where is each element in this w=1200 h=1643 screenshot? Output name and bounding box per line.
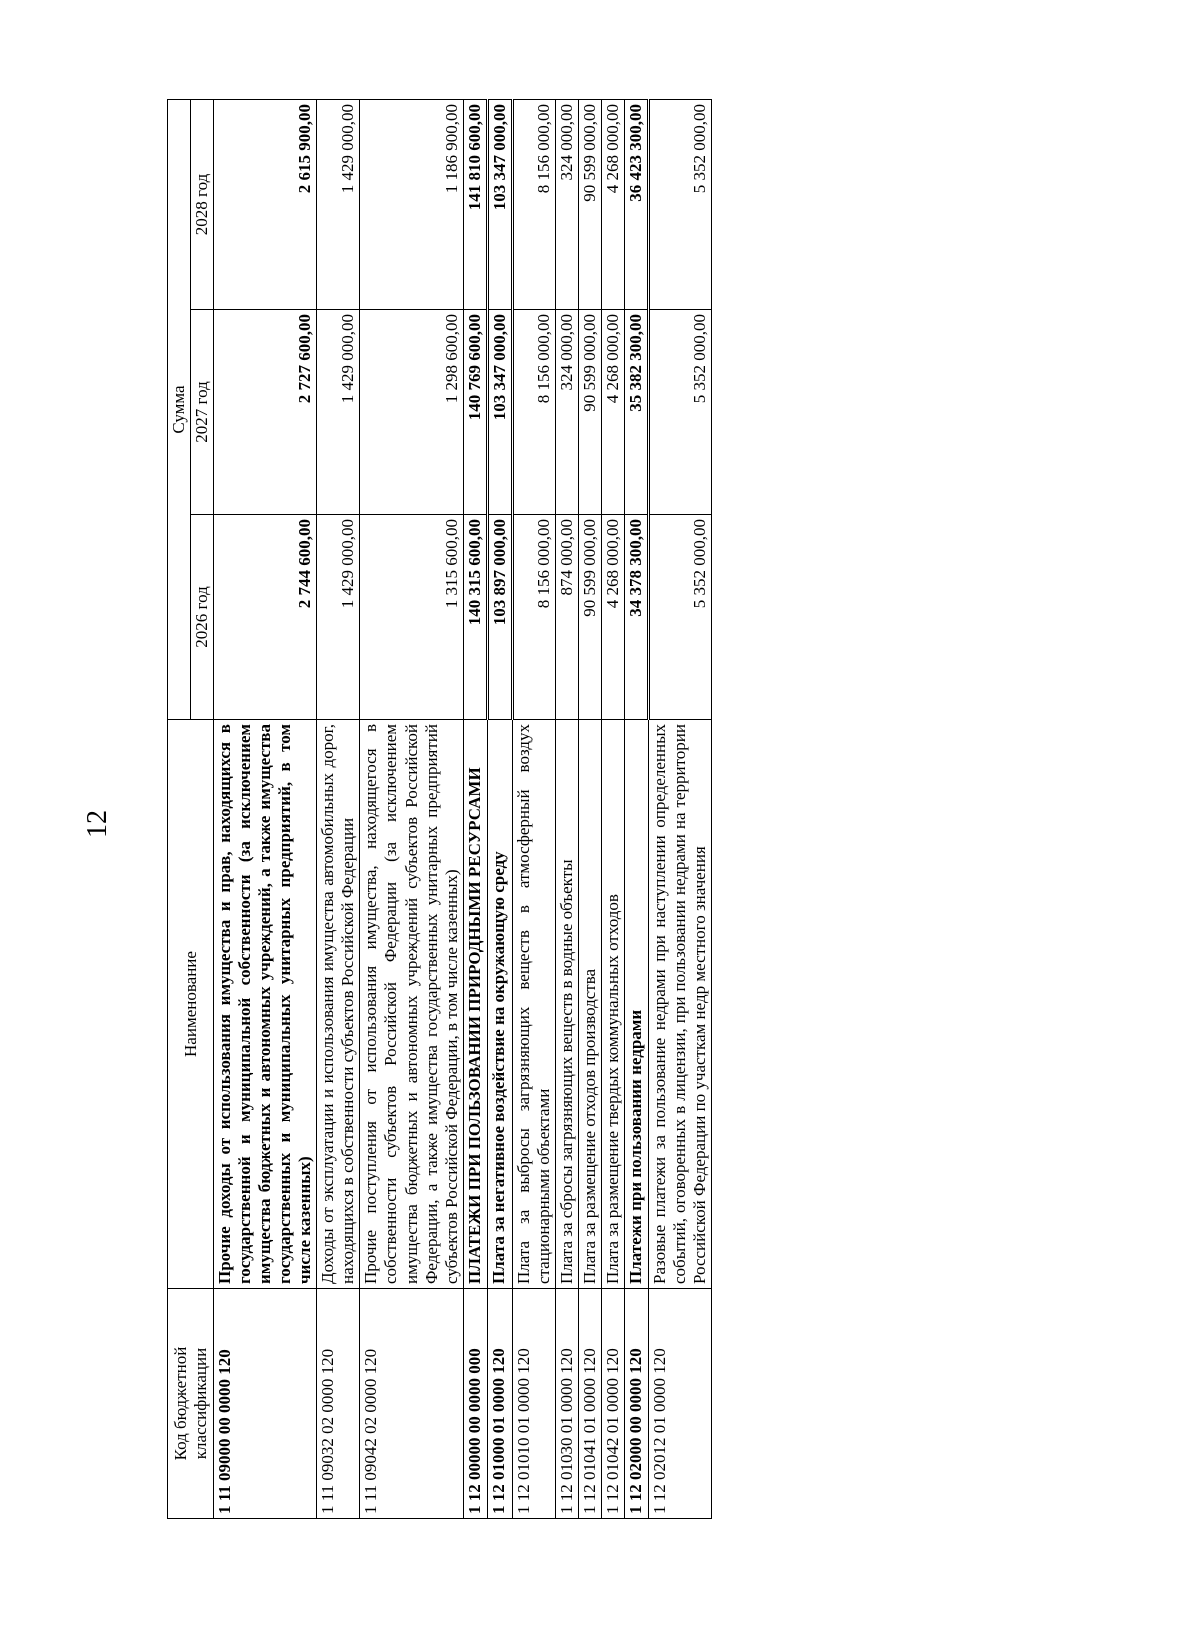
table-row: [649, 100, 712, 1519]
row-value-2026: 8 156 000,00: [512, 515, 555, 720]
table-body: [214, 100, 712, 1519]
header-year-2028: 2028 год: [191, 100, 214, 310]
row-name: Плата за размещение отходов производства: [578, 720, 601, 1289]
header-sum: Сумма: [168, 100, 191, 720]
row-value-2028: 4 268 000,00: [601, 100, 624, 310]
row-value-2028: 5 352 000,00: [649, 100, 712, 310]
row-value-2027: 1 429 000,00: [317, 310, 360, 515]
header-code: Код бюджетной классификации: [168, 1289, 214, 1519]
row-value-2027: 90 599 000,00: [578, 310, 601, 515]
row-code: 1 12 01010 01 0000 120: [512, 1289, 555, 1519]
row-value-2028: 2 615 900,00: [214, 100, 317, 310]
table-row: [317, 100, 360, 1519]
table-row: [601, 100, 624, 1519]
row-value-2027: 140 769 600,00: [463, 310, 487, 515]
row-name: Плата за выбросы загрязняющих веществ в атмосферный воздух стационарными объектами: [512, 720, 555, 1289]
row-value-2027: 2 727 600,00: [214, 310, 317, 515]
row-name: ПЛАТЕЖИ ПРИ ПОЛЬЗОВАНИИ ПРИРОДНЫМИ РЕСУРСАМИ: [463, 720, 487, 1289]
table-row: [555, 100, 578, 1519]
table-row: [463, 100, 487, 1519]
row-value-2027: 35 382 300,00: [624, 310, 648, 515]
row-name: Доходы от эксплуатации и использования имущества автомобильных дорог, находящихся в собственности субъектов Российской Федерации: [317, 720, 360, 1289]
row-name: Плата за размещение твердых коммунальных отходов: [601, 720, 624, 1289]
row-name: Плата за сбросы загрязняющих веществ в водные объекты: [555, 720, 578, 1289]
row-code: 1 12 01042 01 0000 120: [601, 1289, 624, 1519]
row-value-2028: 1 186 900,00: [360, 100, 463, 310]
row-name: Прочие доходы от использования имущества и прав, находящихся в государственной и муниципальной собственности (за исключением имущества бюджетных и автономных учреждений, а также имущества государственных и муниципальных унитарных предприятий, в том числе казенных): [214, 720, 317, 1289]
row-name: Платежи при пользовании недрами: [624, 720, 648, 1289]
row-value-2026: 1 315 600,00: [360, 515, 463, 720]
budget-table-rotated-container: [167, 100, 897, 1519]
row-value-2026: 874 000,00: [555, 515, 578, 720]
header-row: [168, 100, 191, 1519]
row-value-2027: 103 347 000,00: [487, 310, 512, 515]
row-value-2026: 140 315 600,00: [463, 515, 487, 720]
row-code: 1 12 02012 01 0000 120: [649, 1289, 712, 1519]
row-name: Разовые платежи за пользование недрами при наступлении определенных событий, оговоренных в лицензии, при пользовании недрами на территории Российской Федерации по участкам недр местного значения: [649, 720, 712, 1289]
page-number: 12: [82, 810, 113, 838]
row-value-2026: 103 897 000,00: [487, 515, 512, 720]
row-code: 1 12 02000 00 0000 120: [624, 1289, 648, 1519]
row-value-2028: 8 156 000,00: [512, 100, 555, 310]
header-year-2026: 2026 год: [191, 515, 214, 720]
row-name: Плата за негативное воздействие на окружающую среду: [487, 720, 512, 1289]
row-value-2027: 4 268 000,00: [601, 310, 624, 515]
row-value-2026: 5 352 000,00: [649, 515, 712, 720]
row-code: 1 11 09000 00 0000 120: [214, 1289, 317, 1519]
row-value-2028: 103 347 000,00: [487, 100, 512, 310]
table-row: [512, 100, 555, 1519]
row-code: 1 12 01041 01 0000 120: [578, 1289, 601, 1519]
row-value-2027: 5 352 000,00: [649, 310, 712, 515]
row-value-2027: 1 298 600,00: [360, 310, 463, 515]
table-row: [487, 100, 512, 1519]
header-name: Наименование: [168, 720, 214, 1289]
row-value-2026: 2 744 600,00: [214, 515, 317, 720]
table-row: [578, 100, 601, 1519]
row-value-2027: 8 156 000,00: [512, 310, 555, 515]
table-row: [360, 100, 463, 1519]
table-row: [624, 100, 648, 1519]
row-code: 1 12 00000 00 0000 000: [463, 1289, 487, 1519]
row-value-2026: 4 268 000,00: [601, 515, 624, 720]
row-code: 1 12 01000 01 0000 120: [487, 1289, 512, 1519]
row-value-2026: 90 599 000,00: [578, 515, 601, 720]
budget-table-wrapper: [167, 100, 897, 1519]
table-row: [214, 100, 317, 1519]
row-value-2028: 1 429 000,00: [317, 100, 360, 310]
budget-table: [167, 99, 712, 1519]
row-value-2028: 36 423 300,00: [624, 100, 648, 310]
row-name: Прочие поступления от использования имущества, находящегося в собственности субъектов Российской Федерации (за исключением имущества бюджетных и автономных учреждений субъектов Российской Федерации, а также имущества государственных унитарных предприятий субъектов Российской Федерации, в том числе казенных): [360, 720, 463, 1289]
row-code: 1 11 09042 02 0000 120: [360, 1289, 463, 1519]
row-code: 1 12 01030 01 0000 120: [555, 1289, 578, 1519]
header-year-2027: 2027 год: [191, 310, 214, 515]
row-value-2028: 90 599 000,00: [578, 100, 601, 310]
row-value-2028: 141 810 600,00: [463, 100, 487, 310]
row-code: 1 11 09032 02 0000 120: [317, 1289, 360, 1519]
row-value-2028: 324 000,00: [555, 100, 578, 310]
row-value-2026: 34 378 300,00: [624, 515, 648, 720]
row-value-2027: 324 000,00: [555, 310, 578, 515]
row-value-2026: 1 429 000,00: [317, 515, 360, 720]
